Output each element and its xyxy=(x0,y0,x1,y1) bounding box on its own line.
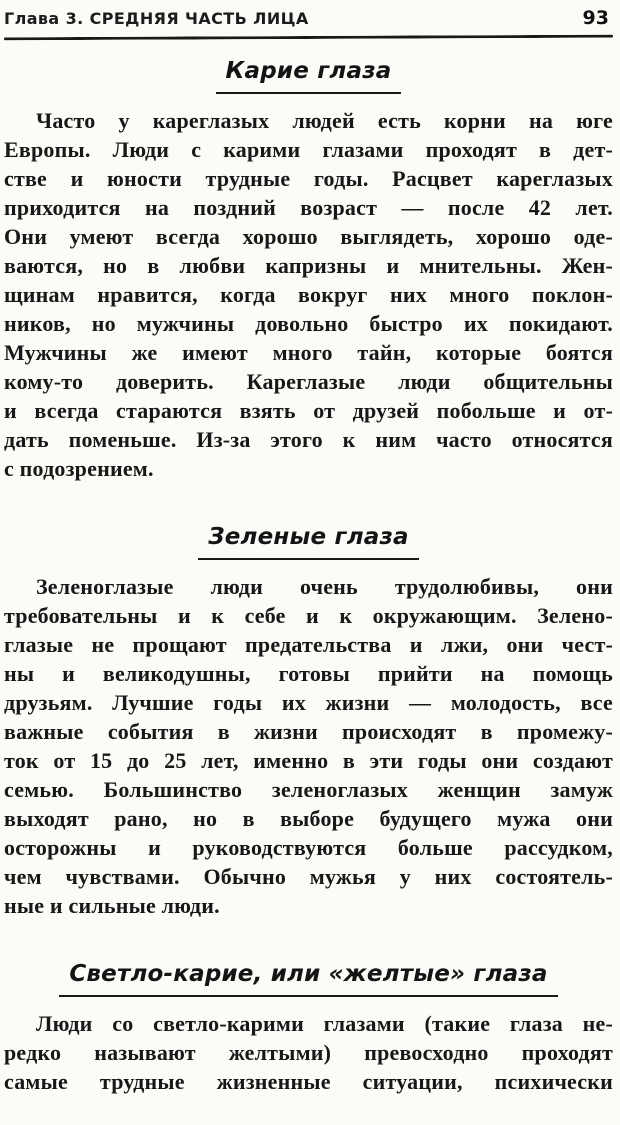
eye-color-section xyxy=(4,960,613,1096)
text-line: чем чувствами. Обычно мужья у них состоятель- xyxy=(4,864,613,889)
section-heading-wrap xyxy=(4,523,613,560)
text-line: с подозрением. xyxy=(4,456,154,481)
text-line: важные события в жизни происходят в промежу- xyxy=(4,719,613,744)
text-line: Зеленоглазые люди очень трудолюбивы, они xyxy=(36,574,613,599)
text-line: стве и юности трудные годы. Расцвет кареглазых xyxy=(4,166,613,191)
section-heading-wrap xyxy=(4,57,613,94)
eye-color-section xyxy=(4,57,613,483)
section-heading: Зеленые глаза xyxy=(198,523,419,560)
text-line: Люди со светло-карими глазами (такие глаза не- xyxy=(36,1011,613,1036)
section-heading: Светло-карие, или «желтые» глаза xyxy=(59,960,557,997)
text-line: ников, но мужчины довольно быстро их покидают. xyxy=(4,311,613,336)
text-line: редко называют желтыми) превосходно проходят xyxy=(4,1040,613,1065)
eye-color-section xyxy=(4,523,613,920)
page-body xyxy=(4,57,613,1096)
text-line: Они умеют всегда хорошо выглядеть, хорошо оде- xyxy=(4,224,613,249)
running-header xyxy=(4,8,613,29)
paragraph xyxy=(4,1009,613,1096)
text-line: ны и великодушны, готовы прийти на помощь xyxy=(4,661,613,686)
text-line: друзьям. Лучшие годы их жизни — молодость, все xyxy=(4,690,613,715)
text-line: осторожны и руководствуются больше рассудком, xyxy=(4,835,613,860)
text-line: Европы. Люди с карими глазами проходят в дет- xyxy=(4,137,613,162)
text-line: приходится на поздний возраст — после 42 лет. xyxy=(4,195,613,220)
text-line: выходят рано, но в выборе будущего мужа они xyxy=(4,806,613,831)
text-line: кому-то доверить. Кареглазые люди общительны xyxy=(4,369,613,394)
text-line: ные и сильные люди. xyxy=(4,893,220,918)
text-line: Часто у кареглазых людей есть корни на юге xyxy=(36,108,613,133)
paragraph xyxy=(4,106,613,483)
page-number: 93 xyxy=(582,7,609,29)
text-line: ток от 15 до 25 лет, именно в эти годы они создают xyxy=(4,748,613,773)
header-rule xyxy=(4,35,613,41)
text-line: требовательны и к себе и к окружающим. Зелено- xyxy=(4,603,613,628)
paragraph xyxy=(4,572,613,920)
text-line: ваются, но в любви капризны и мнительны. Жен- xyxy=(4,253,613,278)
text-line: самые трудные жизненные ситуации, психически xyxy=(4,1069,613,1094)
text-line: дать поменьше. Из-за этого к ним часто относятся xyxy=(4,427,613,452)
chapter-title: Глава 3. СРЕДНЯЯ ЧАСТЬ ЛИЦА xyxy=(4,9,309,28)
text-line: Мужчины же имеют много тайн, которые боятся xyxy=(4,340,613,365)
text-line: семью. Большинство зеленоглазых женщин замуж xyxy=(4,777,613,802)
text-line: и всегда стараются взять от друзей побольше и от- xyxy=(4,398,613,423)
section-heading: Карие глаза xyxy=(216,57,402,94)
section-heading-wrap xyxy=(4,960,613,997)
text-line: щинам нравится, когда вокруг них много поклон- xyxy=(4,282,613,307)
text-line: глазые не прощают предательства и лжи, они чест- xyxy=(4,632,613,657)
